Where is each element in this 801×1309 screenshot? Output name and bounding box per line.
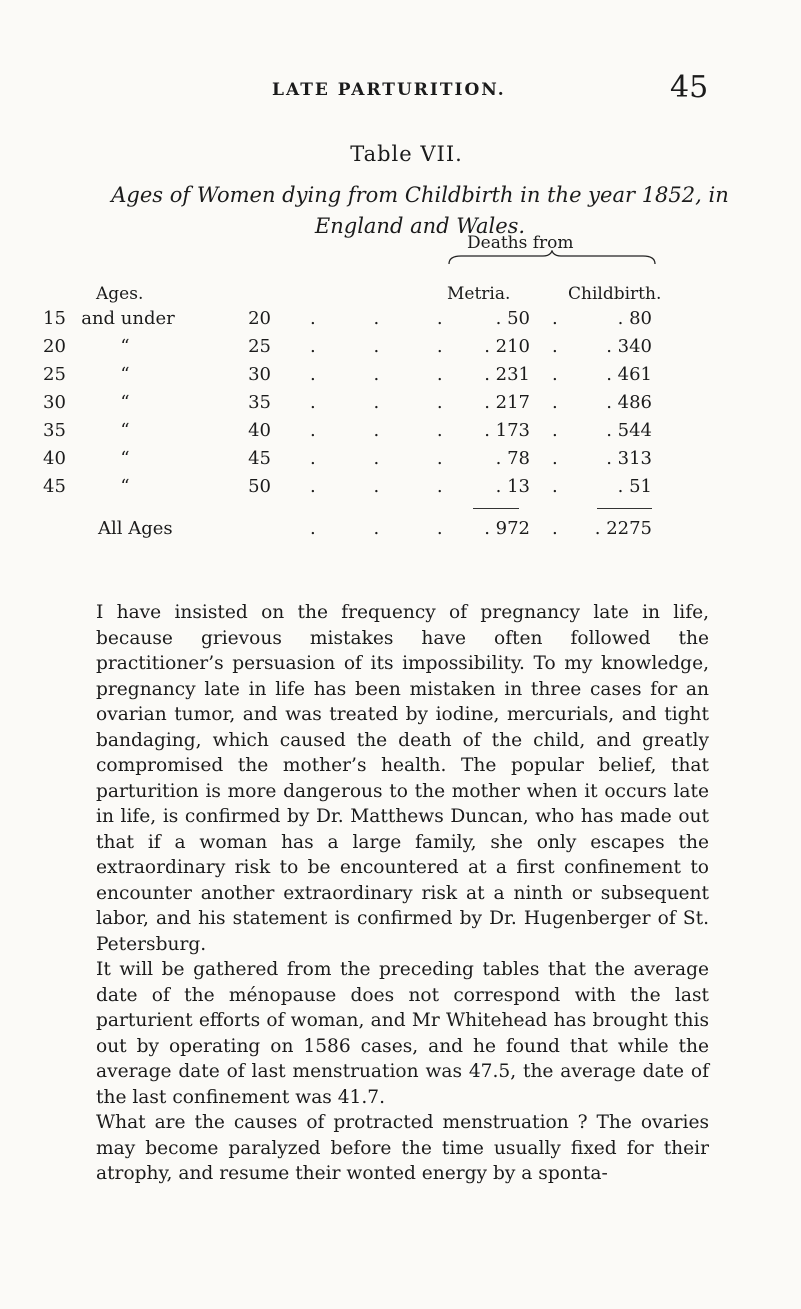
age-to: 40: [248, 420, 271, 441]
age-from: 25: [43, 364, 66, 385]
leader-dots: . . .: [310, 364, 469, 385]
table-caption: Ages of Women dying from Childbirth in the year 1852, in England and Wales.: [111, 183, 729, 238]
table-row: [0, 448, 801, 476]
leader-dot: .: [552, 448, 558, 469]
age-from: 45: [43, 476, 66, 497]
age-connector: “: [120, 364, 130, 385]
total-metria: . 972: [484, 518, 530, 539]
age-connector: “: [120, 420, 130, 441]
metria-value: . 231: [484, 364, 530, 385]
leader-dot: .: [552, 392, 558, 413]
leader-dot: .: [552, 420, 558, 441]
body-text: [96, 600, 709, 1187]
metria-value: . 78: [495, 448, 530, 469]
table-row: [0, 364, 801, 392]
table-row: [0, 392, 801, 420]
total-label: All Ages: [98, 518, 173, 539]
leader-dots: . . .: [310, 476, 469, 497]
running-head: LATE PARTURITION.: [272, 80, 506, 100]
childbirth-value: . 313: [606, 448, 652, 469]
childbirth-value: . 340: [606, 336, 652, 357]
leader-dots: . . .: [310, 392, 469, 413]
age-to: 50: [248, 476, 271, 497]
column-header-ages: Ages.: [96, 284, 144, 304]
column-header-childbirth: Childbirth.: [568, 284, 662, 304]
table-title: Table VII.: [350, 142, 463, 166]
table-row: [0, 308, 801, 336]
table-row: [0, 476, 801, 504]
age-to: 20: [248, 308, 271, 329]
childbirth-value: . 461: [606, 364, 652, 385]
age-connector: “: [120, 392, 130, 413]
sum-rule-childbirth: [597, 508, 652, 509]
leader-dots: . . .: [310, 336, 469, 357]
leader-dot: .: [552, 364, 558, 385]
paragraph-3: What are the causes of protracted menstruation ? The ovaries may become paralyzed before the time usually fixed for their atrophy, and resume their wonted energy by a sponta-: [96, 1112, 709, 1184]
sum-rule-metria: [473, 508, 519, 509]
age-from: 40: [43, 448, 66, 469]
table-row: [0, 420, 801, 448]
column-header-metria: Metria.: [447, 284, 511, 304]
age-from: 20: [43, 336, 66, 357]
childbirth-value: . 80: [617, 308, 652, 329]
age-connector: “: [120, 336, 130, 357]
age-from: 30: [43, 392, 66, 413]
leader-dots: . . .: [310, 448, 469, 469]
metria-value: . 173: [484, 420, 530, 441]
age-from: 15: [43, 308, 66, 329]
table-row: [0, 336, 801, 364]
total-row: [0, 518, 801, 546]
age-to: 30: [248, 364, 271, 385]
childbirth-value: . 544: [606, 420, 652, 441]
leader-dots: . . .: [310, 518, 469, 539]
leader-dots: . . .: [310, 420, 469, 441]
age-connector: and under: [81, 308, 175, 329]
paragraph-2: It will be gathered from the preceding tables that the average date of the ménopause does not correspond with the last parturient efforts of woman, and Mr Whitehead has brought this out by operating on 1586 cases, and he found that while the average date of last menstruation was 47.5, the average date of the last confinement was 41.7.: [96, 959, 709, 1108]
leader-dot: .: [552, 518, 558, 539]
brace-icon: [447, 250, 657, 266]
age-from: 35: [43, 420, 66, 441]
age-to: 35: [248, 392, 271, 413]
age-connector: “: [120, 448, 130, 469]
metria-value: . 210: [484, 336, 530, 357]
page-number: 45: [670, 70, 709, 105]
metria-value: . 217: [484, 392, 530, 413]
childbirth-value: . 51: [617, 476, 652, 497]
paragraph-1: I have insisted on the frequency of pregnancy late in life, because grievous mistakes have often followed the practitioner’s persuasion of its impossibility. To my knowledge, pregnancy late in life has been mistaken in three cases for an ovarian tumor, and was treated by iodine, mercurials, and tight bandaging, which caused the death of the child, and greatly compromised the mother’s health. The popular belief, that parturition is more dangerous to the mother when it occurs late in life, is confirmed by Dr. Matthews Duncan, who has made out that if a woman has a large family, she only escapes the extraordinary risk to be encountered at a first confinement to encounter another extraordinary risk at a ninth or subsequent labor, and his statement is confirmed by Dr. Hugenberger of St. Petersburg.: [96, 602, 709, 955]
age-to: 25: [248, 336, 271, 357]
age-to: 45: [248, 448, 271, 469]
group-header: Deaths from: [467, 233, 574, 253]
age-connector: “: [120, 476, 130, 497]
leader-dot: .: [552, 308, 558, 329]
childbirth-value: . 486: [606, 392, 652, 413]
leader-dot: .: [552, 476, 558, 497]
leader-dots: . . .: [310, 308, 469, 329]
total-childbirth: . 2275: [594, 518, 652, 539]
metria-value: . 13: [495, 476, 530, 497]
leader-dot: .: [552, 336, 558, 357]
metria-value: . 50: [495, 308, 530, 329]
